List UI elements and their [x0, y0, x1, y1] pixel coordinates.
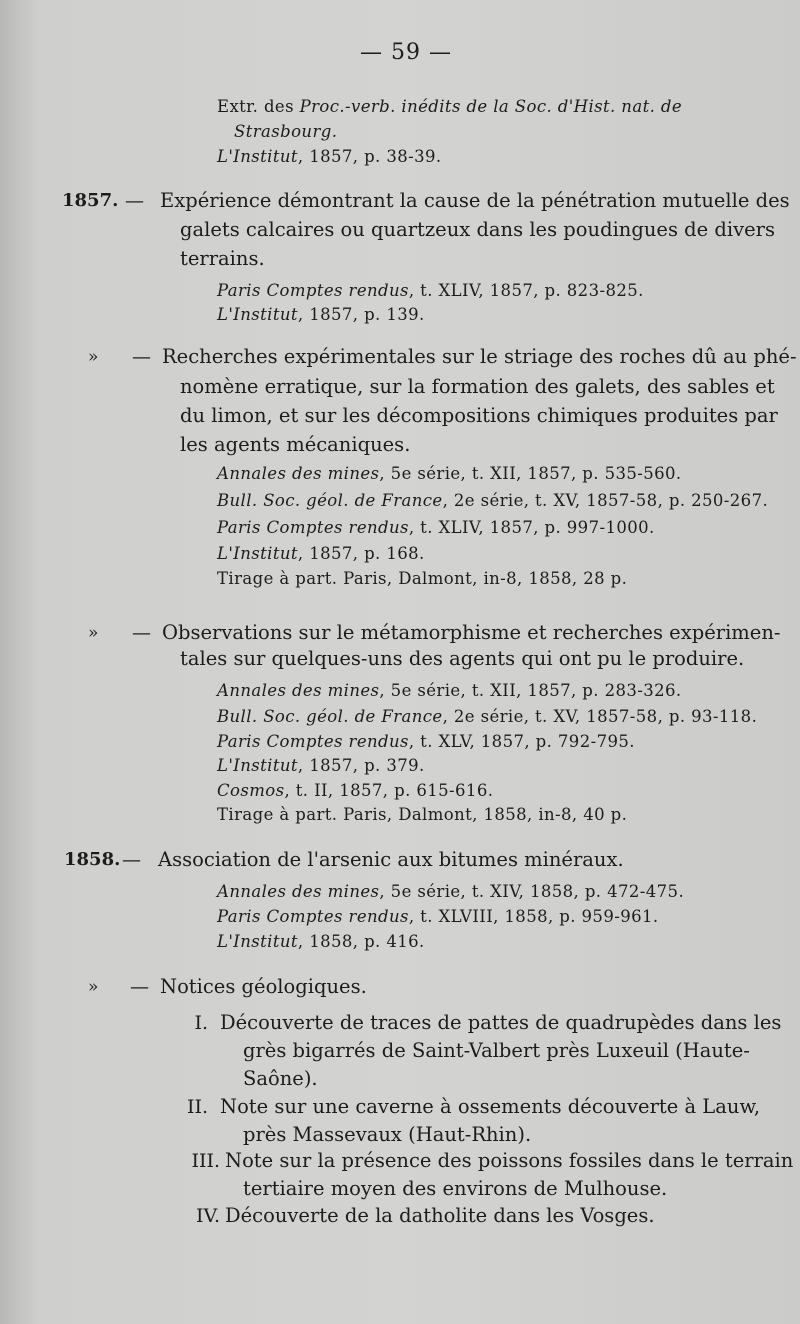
entry-title-line: les agents mécaniques.	[180, 433, 411, 456]
ref-details: , t. XLV, 1857, p. 792-795.	[408, 732, 635, 751]
ditto-mark: »	[88, 347, 99, 367]
ref-source: Annales des mines	[217, 681, 380, 700]
ref-details: , 1857, p. 38-39.	[297, 147, 442, 166]
entry-ref: Tirage à part. Paris, Dalmont, 1858, in-8, 40 p.	[217, 805, 628, 824]
notice-line: Découverte de traces de pattes de quadrupèdes dans les	[220, 1011, 782, 1034]
ref-source: Paris Comptes rendus	[217, 518, 409, 537]
entry-ref	[217, 680, 682, 702]
notice-line: près Massevaux (Haut-Rhin).	[243, 1123, 532, 1146]
notice-line: Note sur une caverne à ossements découverte à Lauw,	[220, 1095, 761, 1118]
page-number: — 59 —	[360, 40, 452, 65]
top-ref-line-3	[217, 146, 442, 168]
entry-title-line: Observations sur le métamorphisme et recherches expérimen-	[162, 621, 781, 644]
ref-details: , 1857, p. 379.	[297, 756, 425, 775]
entry-ref	[217, 543, 425, 565]
ref-details: , 5e série, t. XII, 1857, p. 535-560.	[379, 464, 682, 483]
entry-dash: —	[122, 849, 141, 871]
ref-source: Bull. Soc. géol. de France	[217, 707, 443, 726]
notice-numeral: I.	[194, 1012, 208, 1034]
entry-title-line: Association de l'arsenic aux bitumes minéraux.	[158, 848, 624, 871]
notice-line: Saône).	[243, 1067, 318, 1090]
ref-source: Annales des mines	[217, 464, 380, 483]
entry-ref	[217, 304, 425, 326]
notice-line: grès bigarrés de Saint-Valbert près Luxeuil (Haute-	[243, 1039, 750, 1062]
entry-ref	[217, 780, 493, 802]
top-ref-line-2: Strasbourg.	[234, 122, 338, 141]
entry-dash: —	[132, 622, 151, 644]
entry-ref	[217, 280, 644, 302]
ref-source: Paris Comptes rendus	[217, 281, 409, 300]
ref-source: Paris Comptes rendus	[217, 732, 409, 751]
entry-title-line: Recherches expérimentales sur le striage des roches dû au phé-	[162, 345, 797, 368]
notice-line: Note sur la présence des poissons fossiles dans le terrain	[225, 1149, 794, 1172]
notice-line: Découverte de la datholite dans les Vosges.	[225, 1204, 655, 1227]
ref-details: , 1857, p. 168.	[297, 544, 425, 563]
ref-details: , t. XLVIII, 1858, p. 959-961.	[408, 907, 659, 926]
ref-details: , t. XLIV, 1857, p. 823-825.	[408, 281, 644, 300]
entry-dash: —	[130, 976, 149, 998]
entry-ref	[217, 490, 768, 512]
entry-ref	[217, 906, 659, 928]
ditto-mark: »	[88, 623, 99, 643]
entry-title-line: du limon, et sur les décompositions chimiques produites par	[180, 404, 778, 427]
notice-numeral: III.	[191, 1150, 220, 1172]
entry-ref	[217, 463, 682, 485]
entry-title-line: Notices géologiques.	[160, 975, 367, 998]
ref-source: Cosmos	[217, 781, 285, 800]
entry-year: 1858.	[64, 849, 121, 870]
ref-details: , 5e série, t. XIV, 1858, p. 472-475.	[379, 882, 685, 901]
ref-source: L'Institut	[217, 544, 298, 563]
ref-source: Bull. Soc. géol. de France	[217, 491, 443, 510]
ditto-mark: »	[88, 977, 99, 997]
ref-details: , 2e série, t. XV, 1857-58, p. 250-267.	[442, 491, 769, 510]
ref-details: , 5e série, t. XII, 1857, p. 283-326.	[379, 681, 682, 700]
top-ref-line-1	[217, 96, 682, 118]
ref-details: , 1857, p. 139.	[297, 305, 425, 324]
entry-dash: —	[132, 346, 151, 368]
entry-ref: Tirage à part. Paris, Dalmont, in-8, 1858, 28 p.	[217, 569, 628, 588]
entry-year: 1857.	[62, 190, 119, 211]
entry-title-line: galets calcaires ou quartzeux dans les poudingues de divers	[180, 218, 775, 241]
top-ref-text: Extr. des	[217, 97, 300, 116]
notice-numeral: II.	[186, 1096, 208, 1118]
entry-dash: —	[125, 190, 144, 212]
notice-numeral: IV.	[196, 1205, 220, 1227]
entry-ref	[217, 755, 425, 777]
notice-line: tertiaire moyen des environs de Mulhouse.	[243, 1177, 668, 1200]
entry-title-line: tales sur quelques-uns des agents qui ont pu le produire.	[180, 647, 745, 670]
entry-ref	[217, 931, 425, 953]
entry-ref	[217, 731, 635, 753]
ref-source: L'Institut	[217, 147, 298, 166]
ref-details: , 1858, p. 416.	[297, 932, 425, 951]
ref-source: L'Institut	[217, 932, 298, 951]
entry-title-line: terrains.	[180, 247, 265, 270]
ref-source: Annales des mines	[217, 882, 380, 901]
top-ref-source: Proc.-verb. inédits de la Soc. d'Hist. nat. de	[299, 97, 683, 116]
entry-ref	[217, 706, 757, 728]
ref-details: , t. XLIV, 1857, p. 997-1000.	[408, 518, 655, 537]
ref-source: L'Institut	[217, 305, 298, 324]
ref-details: , t. II, 1857, p. 615-616.	[284, 781, 494, 800]
ref-source: L'Institut	[217, 756, 298, 775]
entry-title-line: Expérience démontrant la cause de la pénétration mutuelle des	[160, 189, 790, 212]
entry-ref	[217, 881, 684, 903]
ref-source: Paris Comptes rendus	[217, 907, 409, 926]
entry-ref	[217, 517, 655, 539]
entry-title-line: nomène erratique, sur la formation des galets, des sables et	[180, 375, 775, 398]
ref-details: , 2e série, t. XV, 1857-58, p. 93-118.	[442, 707, 758, 726]
